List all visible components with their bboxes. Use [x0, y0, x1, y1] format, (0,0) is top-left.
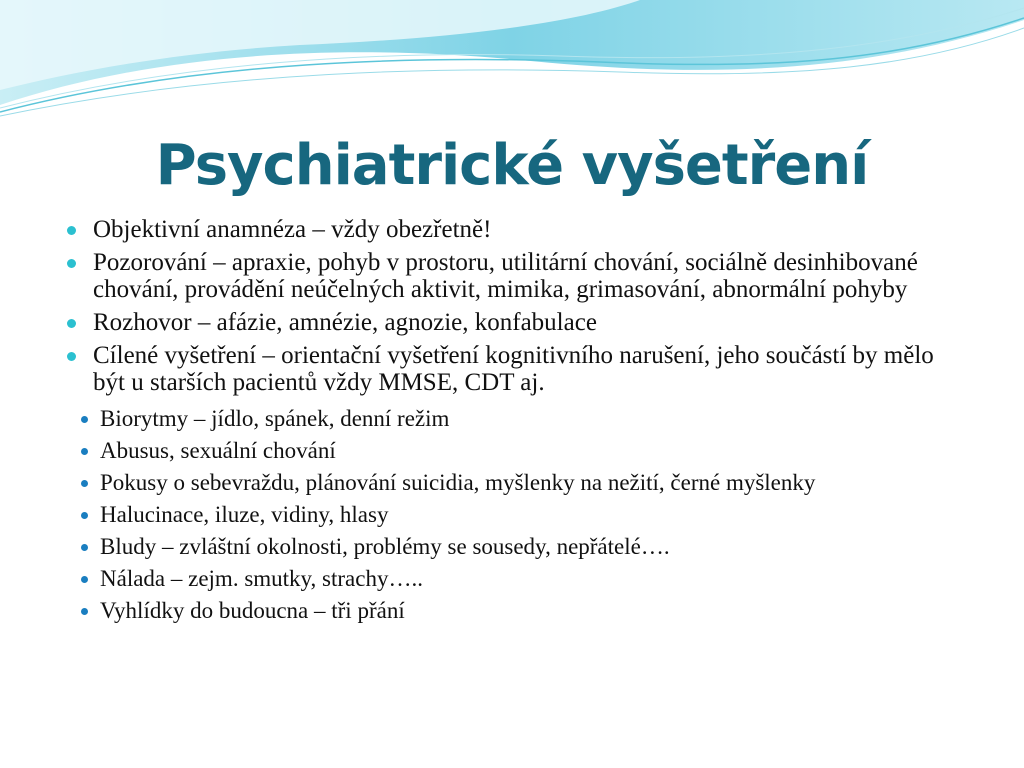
sub-bullet-item: Nálada – zejm. smutky, strachy….. [67, 566, 970, 592]
bullet-item: Cílené vyšetření – orientační vyšetření kognitivního narušení, jeho součástí by mělo být u starších pacientů vždy MMSE, CDT aj. [60, 342, 970, 396]
sub-bullet-item: Bludy – zvláštní okolnosti, problémy se sousedy, nepřátelé…. [67, 534, 970, 560]
sub-bullet-item: Vyhlídky do budoucna – tři přání [67, 598, 970, 624]
bullet-list [60, 216, 970, 396]
sub-bullet-item: Abusus, sexuální chování [67, 438, 970, 464]
bullet-item: Objektivní anamnéza – vždy obezřetně! [60, 216, 970, 243]
slide-content [60, 216, 970, 630]
sub-bullet-item: Biorytmy – jídlo, spánek, denní režim [67, 406, 970, 432]
slide-title: Psychiatrické vyšetření [155, 133, 869, 198]
sub-bullet-item: Halucinace, iluze, vidiny, hlasy [67, 502, 970, 528]
bullet-item: Pozorování – apraxie, pohyb v prostoru, utilitární chování, sociálně desinhibované chování, provádění neúčelných aktivit, mimika, grimasování, abnormální pohyby [60, 249, 970, 303]
sub-bullet-item: Pokusy o sebevraždu, plánování suicidia, myšlenky na nežití, černé myšlenky [67, 470, 970, 496]
sub-bullet-list [67, 406, 970, 624]
decorative-wave-header [0, 0, 1024, 130]
bullet-item: Rozhovor – afázie, amnézie, agnozie, konfabulace [60, 309, 970, 336]
